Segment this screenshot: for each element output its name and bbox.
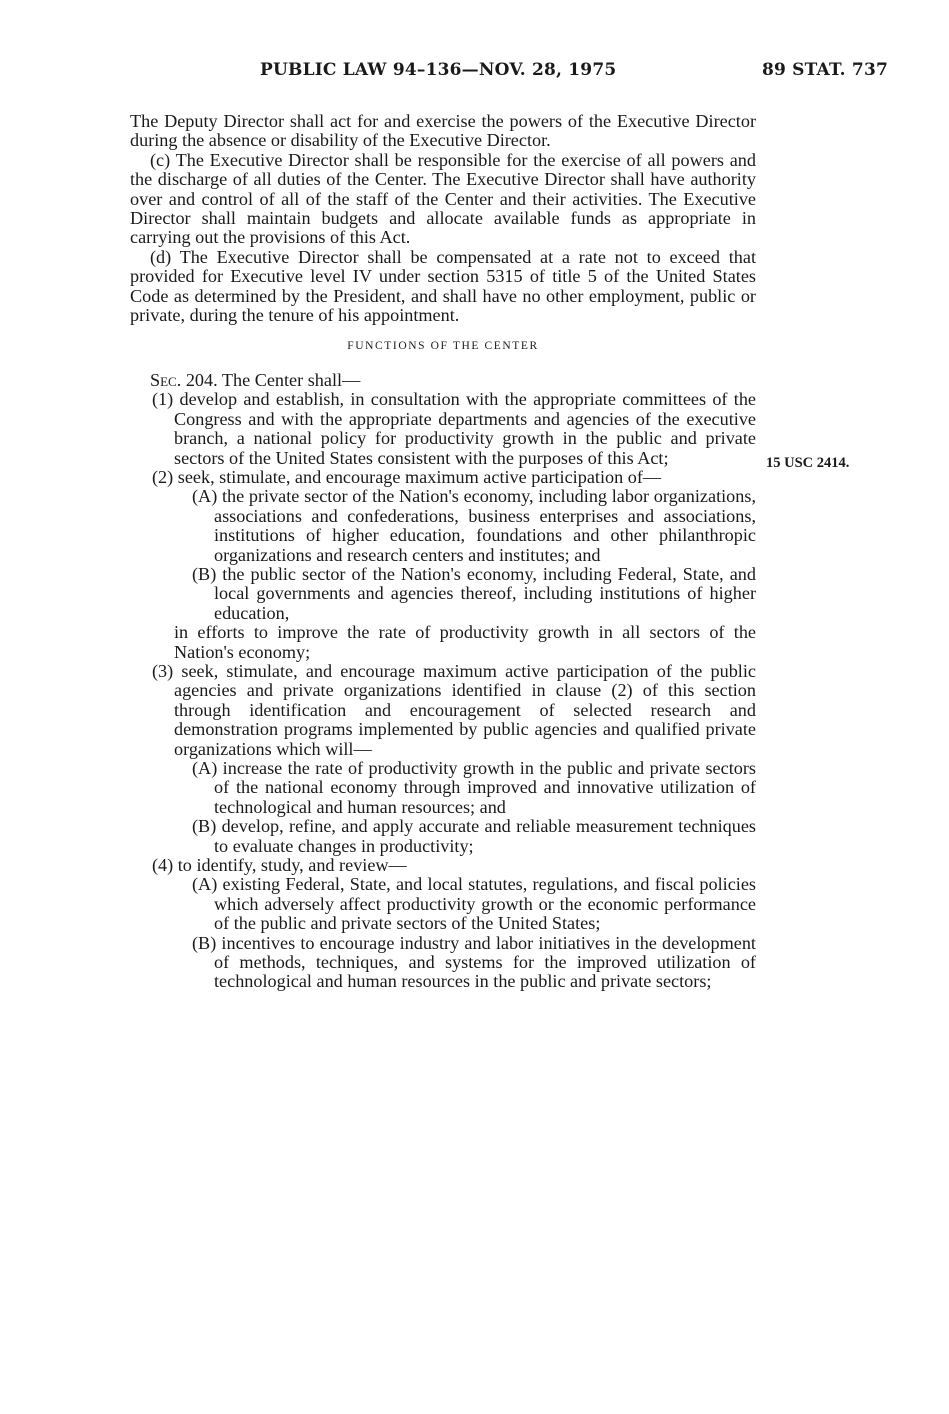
list-item: (A) increase the rate of productivity growth in the public and private sectors of the national economy through improved and innovative utilization of technological and human resources; and	[192, 758, 756, 817]
list-item: (2) seek, stimulate, and encourage maximum active participation of—	[152, 466, 662, 487]
list-item: (B) the public sector of the Nation's economy, including Federal, State, and local governments and agencies thereof, including institutions of higher education,	[192, 563, 756, 623]
margin-citation: 15 USC 2414.	[766, 455, 850, 471]
paragraph: (d) The Executive Director shall be compensated at a rate not to exceed that provided for Executive level IV under section 5315 of title 5 of the United States Code as determined by the President, and shall have no other employment, public or private, during the tenure of his appointment.	[130, 246, 756, 326]
paragraph: (c) The Executive Director shall be responsible for the exercise of all powers and the discharge of all duties of the Center. The Executive Director shall have authority over and control of all of the staff of the Center and their activities. The Executive Director shall maintain budgets and allocate available funds as appropriate in carrying out the provisions of this Act.	[130, 149, 756, 248]
list-item: (A) the private sector of the Nation's economy, including labor organizations, associations and confederations, business enterprises and associations, institutions of higher education, foundations and other philanthropic organizations and research centers and institutes; and	[192, 486, 756, 565]
section-label: Sec.	[150, 369, 182, 390]
list-item: (3) seek, stimulate, and encourage maximum active participation of the public agencies and private organizations identified in clause (2) of this section through identification and encouragement of selected research and demonstration programs implemented by public agencies and qualified private organizations which will—	[152, 660, 756, 759]
list-item: (B) develop, refine, and apply accurate and reliable measurement techniques to evaluate changes in productivity;	[192, 816, 756, 856]
list-item: (4) to identify, study, and review—	[152, 855, 407, 876]
section-heading: FUNCTIONS OF THE CENTER	[347, 340, 539, 353]
document-body	[130, 112, 756, 992]
paragraph: The Deputy Director shall act for and exercise the powers of the Executive Director during the absence or disability of the Executive Director.	[130, 111, 756, 151]
list-item: in efforts to improve the rate of productivity growth in all sectors of the Nation's economy;	[174, 622, 756, 662]
page-header	[120, 60, 888, 84]
list-item: (A) existing Federal, State, and local statutes, regulations, and fiscal policies which adversely affect productivity growth or the economic performance of the public and private sectors of the United States;	[192, 874, 756, 934]
statute-page-number: 89 STAT. 737	[761, 60, 888, 80]
header-title: PUBLIC LAW 94–136—NOV. 28, 1975	[260, 60, 617, 80]
section-intro-text: 204. The Center shall—	[181, 369, 361, 390]
list-item: (1) develop and establish, in consultation with the appropriate committees of the Congress and with the appropriate departments and agencies of the executive branch, a national policy for productivity growth in the public and private sectors of the United States consistent with the purposes of this Act;	[152, 389, 756, 468]
list-item: (B) incentives to encourage industry and labor initiatives in the development of methods, techniques, and systems for the improved utilization of technological and human resources in the public and private sectors;	[192, 932, 756, 992]
section-intro	[130, 371, 756, 390]
